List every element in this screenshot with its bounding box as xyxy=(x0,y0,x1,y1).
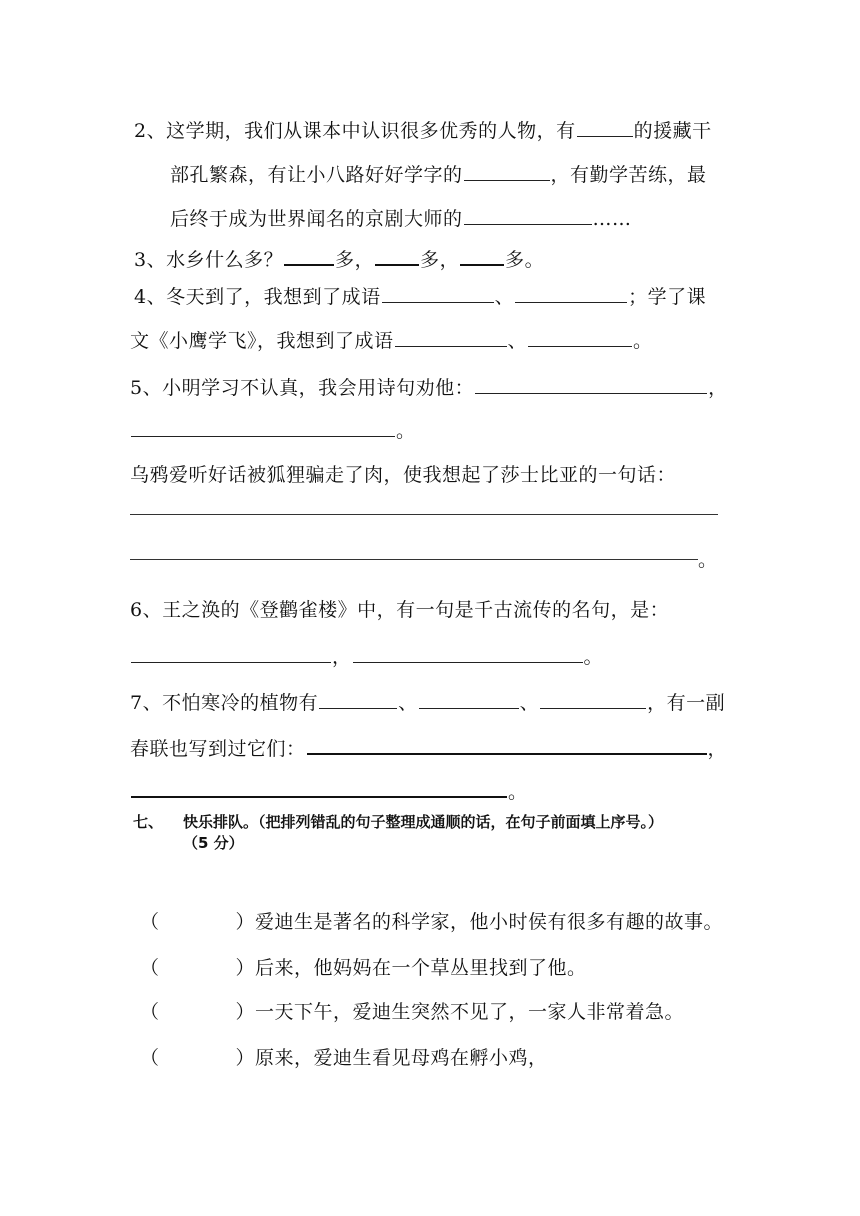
q4-blank-4[interactable] xyxy=(528,326,632,347)
q4-text: ；学了课 xyxy=(628,286,707,308)
q4-text: 、 xyxy=(507,330,528,352)
q5-line-3 xyxy=(130,463,676,487)
q5-text: 5、小明学习不认真，我会用诗句劝他： xyxy=(130,377,475,399)
q3-blank-2[interactable] xyxy=(375,244,419,266)
q7-text: ，有一副 xyxy=(647,692,726,714)
q7-text: ， xyxy=(707,738,728,760)
section-7-number xyxy=(133,812,163,832)
q7-text: 。 xyxy=(508,781,528,803)
q7-text: 、 xyxy=(398,692,418,714)
q4-line-2 xyxy=(130,326,653,353)
q6-blank-2[interactable] xyxy=(353,642,583,663)
q6-line-1 xyxy=(130,598,669,622)
q6-text: 6、王之涣的《登鹳雀楼》中，有一句是千古流传的名句，是： xyxy=(130,599,670,621)
q3-text: 多， xyxy=(420,249,460,271)
q4-blank-1[interactable] xyxy=(382,282,494,303)
q7-blank-1[interactable] xyxy=(319,688,397,709)
q2-line-2 xyxy=(170,160,707,187)
q5-text: ， xyxy=(708,377,728,399)
q4-line-1 xyxy=(134,282,706,309)
paren-open: （ xyxy=(140,1001,160,1023)
q7-blank-4[interactable] xyxy=(307,733,707,755)
q3-text: 3、水乡什么多？ xyxy=(134,249,284,271)
q3-line xyxy=(134,244,544,272)
q3-text: 多， xyxy=(335,249,375,271)
paren-open: （ xyxy=(140,957,160,979)
section-7-score xyxy=(183,833,244,853)
q2-text: 部孔繁森，有让小八路好好学字的 xyxy=(170,164,463,186)
q6-line-2 xyxy=(130,642,603,669)
paren-close: ） xyxy=(235,1001,256,1023)
q5-line-2 xyxy=(130,416,416,443)
sentence-text: 一天下午，爱迪生突然不见了，一家人非常着急。 xyxy=(255,1001,685,1023)
q2-blank-1[interactable] xyxy=(577,116,633,137)
q3-text: 多。 xyxy=(505,249,545,271)
section-7-title-text: 快乐排队。（把排列错乱的句子整理成通顺的话，在句子前面填上序号。） xyxy=(183,813,664,831)
q3-blank-3[interactable] xyxy=(460,244,504,266)
q2-blank-2[interactable] xyxy=(464,160,550,181)
sentence-row xyxy=(140,1000,684,1024)
q7-text: 春联也写到过它们： xyxy=(130,738,306,760)
q2-text: 的援藏干 xyxy=(633,120,712,142)
section-7-score-text: （5 分） xyxy=(183,834,244,852)
sentence-row xyxy=(140,910,723,934)
sentence-text: 后来，他妈妈在一个草丛里找到了他。 xyxy=(255,957,587,979)
q2-text: 2、这学期，我们从课本中认识很多优秀的人物，有 xyxy=(134,120,576,142)
paren-open: （ xyxy=(140,1047,160,1069)
q4-text: 4、冬天到了，我想到了成语 xyxy=(134,286,381,308)
q7-blank-5[interactable] xyxy=(131,776,507,798)
q6-text: ， xyxy=(332,646,352,668)
q4-text: 、 xyxy=(494,286,515,308)
sentence-text: 原来，爱迪生看见母鸡在孵小鸡， xyxy=(255,1047,548,1069)
q5-text: 乌鸦爱听好话被狐狸骗走了肉，使我想起了莎士比亚的一句话： xyxy=(130,464,677,486)
sentence-row xyxy=(140,956,587,980)
q4-blank-2[interactable] xyxy=(515,282,627,303)
sentence-text: 爱迪生是著名的科学家，他小时侯有很多有趣的故事。 xyxy=(255,911,724,933)
paren-open: （ xyxy=(140,911,160,933)
q6-blank-1[interactable] xyxy=(131,642,331,663)
q7-text: 、 xyxy=(519,692,540,714)
q5-line-5-end xyxy=(698,548,718,572)
paren-close: ） xyxy=(235,1047,256,1069)
q6-text: 。 xyxy=(583,646,604,668)
q5-blank-1[interactable] xyxy=(475,373,707,394)
sentence-row xyxy=(140,1046,548,1070)
q7-blank-3[interactable] xyxy=(540,688,646,709)
q7-line-1 xyxy=(130,688,725,715)
q5-answer-line-2[interactable] xyxy=(130,559,698,560)
paren-close: ） xyxy=(235,957,256,979)
q7-text: 7、不怕寒冷的植物有 xyxy=(130,692,319,714)
q2-line-3 xyxy=(170,204,632,231)
q3-blank-1[interactable] xyxy=(284,244,334,266)
section-7-title xyxy=(183,812,663,832)
section-7-num: 七、 xyxy=(133,813,164,831)
q5-answer-line-1[interactable] xyxy=(130,514,718,515)
q7-line-3 xyxy=(130,776,528,804)
q2-line-1 xyxy=(134,116,712,143)
q2-text: ，有勤学苦练，最 xyxy=(550,164,707,186)
q7-line-2 xyxy=(130,733,727,761)
q7-blank-2[interactable] xyxy=(419,688,519,709)
q4-text: 文《小鹰学飞》，我想到了成语 xyxy=(130,330,394,352)
q2-blank-3[interactable] xyxy=(464,204,592,225)
q4-blank-3[interactable] xyxy=(395,326,507,347)
paren-close: ） xyxy=(235,911,256,933)
q5-text: 。 xyxy=(698,549,718,571)
q2-text: 后终于成为世界闻名的京剧大师的 xyxy=(170,208,463,230)
q4-text: 。 xyxy=(633,330,653,352)
q5-line-1 xyxy=(130,373,728,400)
q2-text: …… xyxy=(592,208,632,230)
q5-text: 。 xyxy=(396,420,416,442)
q5-blank-2[interactable] xyxy=(131,416,395,437)
